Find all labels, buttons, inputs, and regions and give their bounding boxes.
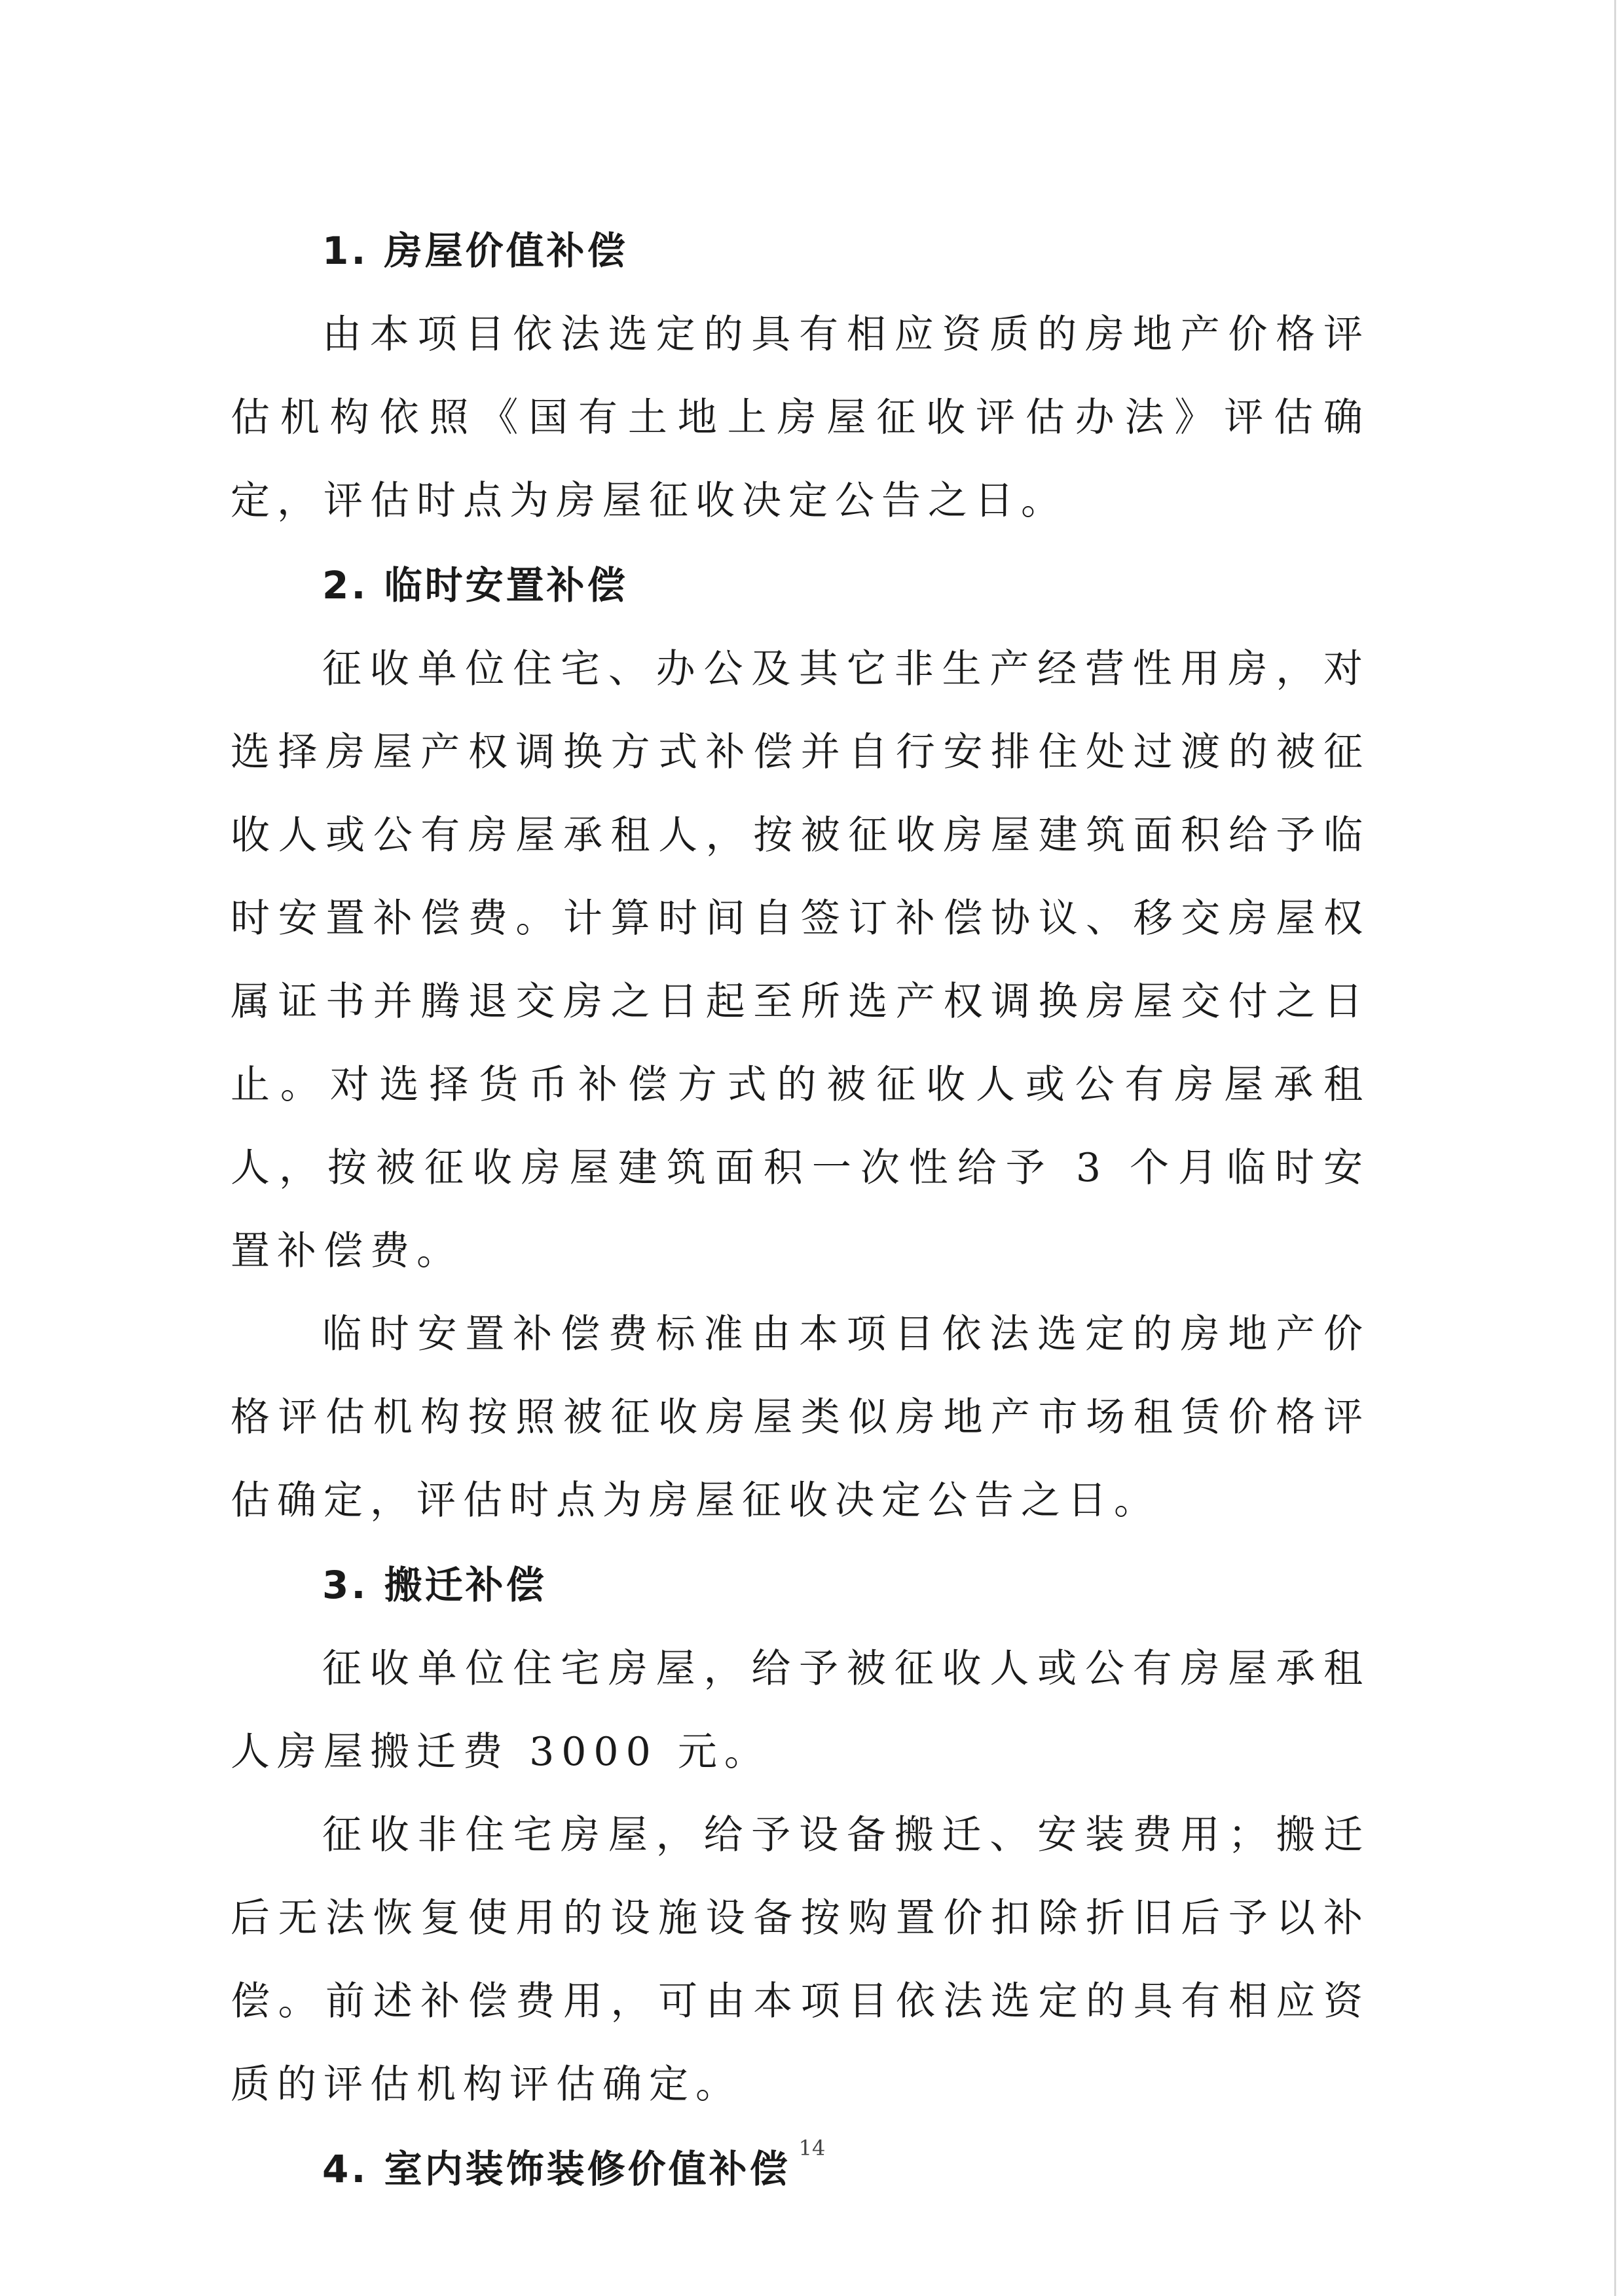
page-number: 14	[798, 2136, 826, 2160]
section-heading-relocation: 3. 搬迁补偿	[322, 1563, 547, 1607]
paragraph-temporary-resettlement-2: 临时安置补偿费标准由本项目依法选定的房地产价格评估机构按照被征收房屋类似房地产市场租赁价格评估确定，评估时点为房屋征收决定公告之日。	[231, 1311, 1370, 1523]
section-heading-house-value: 1. 房屋价值补偿	[322, 228, 628, 273]
paragraph-relocation-2: 征收非住宅房屋，给予设备搬迁、安装费用；搬迁后无法恢复使用的设施设备按购置价扣除折旧后予以补偿。前述补偿费用，可由本项目依法选定的具有相应资质的评估机构评估确定。	[231, 1812, 1370, 2107]
section-heading-temporary-resettlement: 2. 临时安置补偿	[322, 563, 628, 608]
section-heading-decoration-value: 4. 室内装饰装修价值补偿	[322, 2147, 790, 2191]
scan-edge-line	[1614, 0, 1616, 2296]
document-body	[231, 208, 1370, 2212]
paragraph-temporary-resettlement-1: 征收单位住宅、办公及其它非生产经营性用房，对选择房屋产权调换方式补偿并自行安排住处过渡的被征收人或公有房屋承租人，按被征收房屋建筑面积给予临时安置补偿费。计算时间自签订补偿协议、移交房屋权属证书并腾退交房之日起至所选产权调换房屋交付之日止。对选择货币补偿方式的被征收人或公有房屋承租人，按被征收房屋建筑面积一次性给予 3 个月临时安置补偿费。	[231, 646, 1370, 1274]
paragraph-house-value: 由本项目依法选定的具有相应资质的房地产价格评估机构依照《国有土地上房屋征收评估办法》评估确定，评估时点为房屋征收决定公告之日。	[231, 312, 1370, 524]
paragraph-relocation-1: 征收单位住宅房屋，给予被征收人或公有房屋承租人房屋搬迁费 3000 元。	[231, 1646, 1370, 1775]
